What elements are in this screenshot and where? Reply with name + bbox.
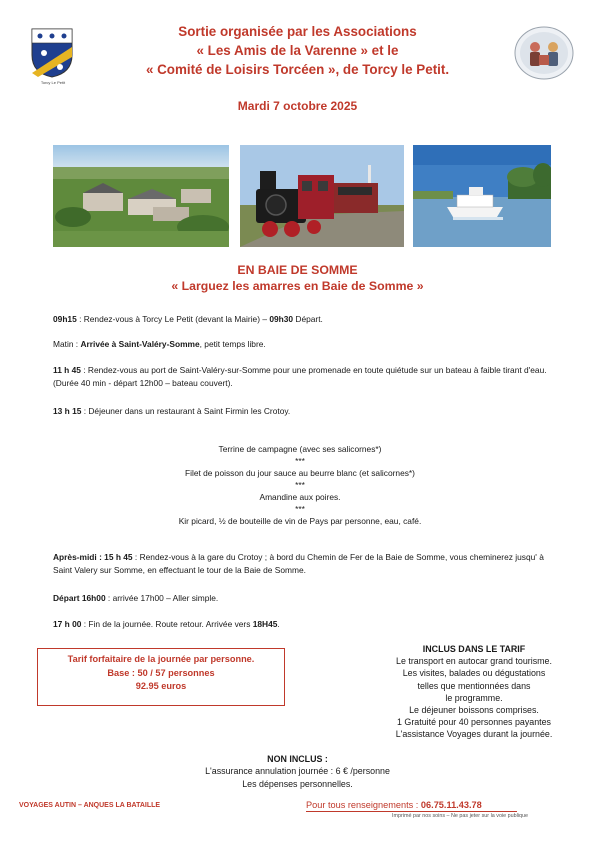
program-label: Matin :	[53, 339, 81, 349]
price-amount: 92.95 euros	[135, 681, 187, 692]
program-time: 09h30	[269, 314, 294, 324]
photo-village-landscape	[53, 145, 229, 247]
program-text: : Fin de la journée. Route retour. Arrivée vers	[81, 619, 253, 629]
contact-info	[306, 800, 482, 810]
program-text: : Rendez-vous à Torcy Le Petit (devant la Mairie) –	[76, 314, 270, 324]
header-line-1: Sortie organisée par les Associations	[178, 24, 417, 39]
program-item-1600	[53, 592, 563, 605]
program-time: 11 h 45	[53, 365, 81, 375]
not-included-item: L'assurance annulation journée : 6 € /personne	[205, 766, 390, 777]
price-base: Base : 50 / 57 personnes	[107, 667, 215, 678]
photo-boat-bay	[413, 145, 551, 247]
included-item: L'assistance Voyages durant la journée.	[395, 729, 553, 740]
organizer-header	[100, 22, 495, 79]
menu-separator: ***	[295, 456, 305, 466]
menu-dessert: Amandine aux poires.	[259, 492, 341, 502]
header-line-2: « Les Amis de la Varenne » et le	[196, 43, 399, 58]
program-time: Départ 16h00	[53, 593, 106, 603]
program-item-afternoon	[53, 551, 563, 576]
program-text: .	[277, 619, 280, 629]
included-item: le programme.	[445, 692, 503, 703]
not-included-list	[160, 753, 435, 790]
menu-starter: Terrine de campagne (avec ses salicornes*)	[218, 444, 382, 454]
included-list	[365, 643, 583, 741]
program-text: Départ.	[293, 314, 323, 324]
not-included-title: NON INCLUS :	[267, 754, 328, 764]
excursion-title	[80, 262, 515, 294]
included-title: INCLUS DANS LE TARIF	[422, 644, 526, 654]
program-text: : Rendez-vous à la gare du Crotoy ; à bord du Chemin de Fer de la Baie de Somme, vous cheminerez jusqu' à Saint Valery sur Somme, en effectuant le tour de la Baie de Somme.	[53, 552, 544, 575]
included-item: telles que mentionnées dans	[417, 680, 531, 691]
not-included-item: Les dépenses personnelles.	[242, 778, 353, 789]
menu-separator: ***	[295, 480, 305, 490]
program-text: , petit temps libre.	[199, 339, 266, 349]
program-text: : arrivée 17h00 – Aller simple.	[105, 593, 219, 603]
photo-steam-train	[240, 145, 404, 247]
program-item-1700	[53, 618, 563, 631]
association-logo	[513, 25, 575, 81]
print-notice: Imprimé par nos soins – Ne pas jeter sur la voie publique	[392, 813, 529, 819]
included-item: 1 Gratuité pour 40 personnes payantes	[397, 717, 551, 728]
menu-separator: ***	[295, 504, 305, 514]
event-date: Mardi 7 octobre 2025	[237, 99, 358, 113]
program-item-morning	[53, 338, 563, 351]
menu-main-course: Filet de poisson du jour sauce au beurre blanc (et salicornes*)	[185, 468, 415, 478]
program-highlight: Arrivée à Saint-Valéry-Somme	[80, 339, 200, 349]
menu-drinks: Kir picard, ½ de bouteille de vin de Pays par personne, eau, café.	[178, 516, 422, 526]
crest-caption: Torcy Le Petit	[40, 80, 66, 85]
included-item: Le déjeuner boissons comprises.	[409, 705, 539, 716]
included-item: Les visites, balades ou dégustations	[402, 668, 546, 679]
program-time: 17 h 00	[53, 619, 82, 629]
price-title: Tarif forfaitaire de la journée par personne.	[67, 654, 255, 664]
program-item-0915	[53, 313, 563, 326]
title-line-2: « Larguez les amarres en Baie de Somme »	[171, 279, 424, 293]
price-box	[37, 648, 285, 706]
program-time: 13 h 15	[53, 406, 82, 416]
program-text: : Déjeuner dans un restaurant à Saint Firmin les Crotoy.	[81, 406, 291, 416]
town-crest-logo	[30, 27, 74, 79]
header-line-3: « Comité de Loisirs Torcéen », de Torcy le Petit.	[145, 62, 450, 77]
contact-underline	[306, 811, 517, 812]
program-arrival: 18H45	[252, 619, 278, 629]
travel-agency-name: VOYAGES AUTIN – ANQUES LA BATAILLE	[19, 802, 161, 809]
program-time: Après-midi : 15 h 45	[53, 552, 133, 562]
title-line-1: EN BAIE DE SOMME	[237, 263, 358, 277]
contact-phone: 06.75.11.43.78	[420, 800, 482, 810]
included-item: Le transport en autocar grand tourisme.	[396, 656, 552, 667]
program-text: : Rendez-vous au port de Saint-Valéry-sur-Somme pour une promenade en toute quiétude sur un bateau à faible tirant d'eau. (Durée 40 min - départ 12h00 – bateau couvert).	[53, 365, 547, 388]
contact-label: Pour tous renseignements :	[306, 800, 421, 810]
program-item-1145	[53, 364, 563, 389]
program-item-1315	[53, 405, 563, 418]
program-time: 09h15	[53, 314, 77, 324]
